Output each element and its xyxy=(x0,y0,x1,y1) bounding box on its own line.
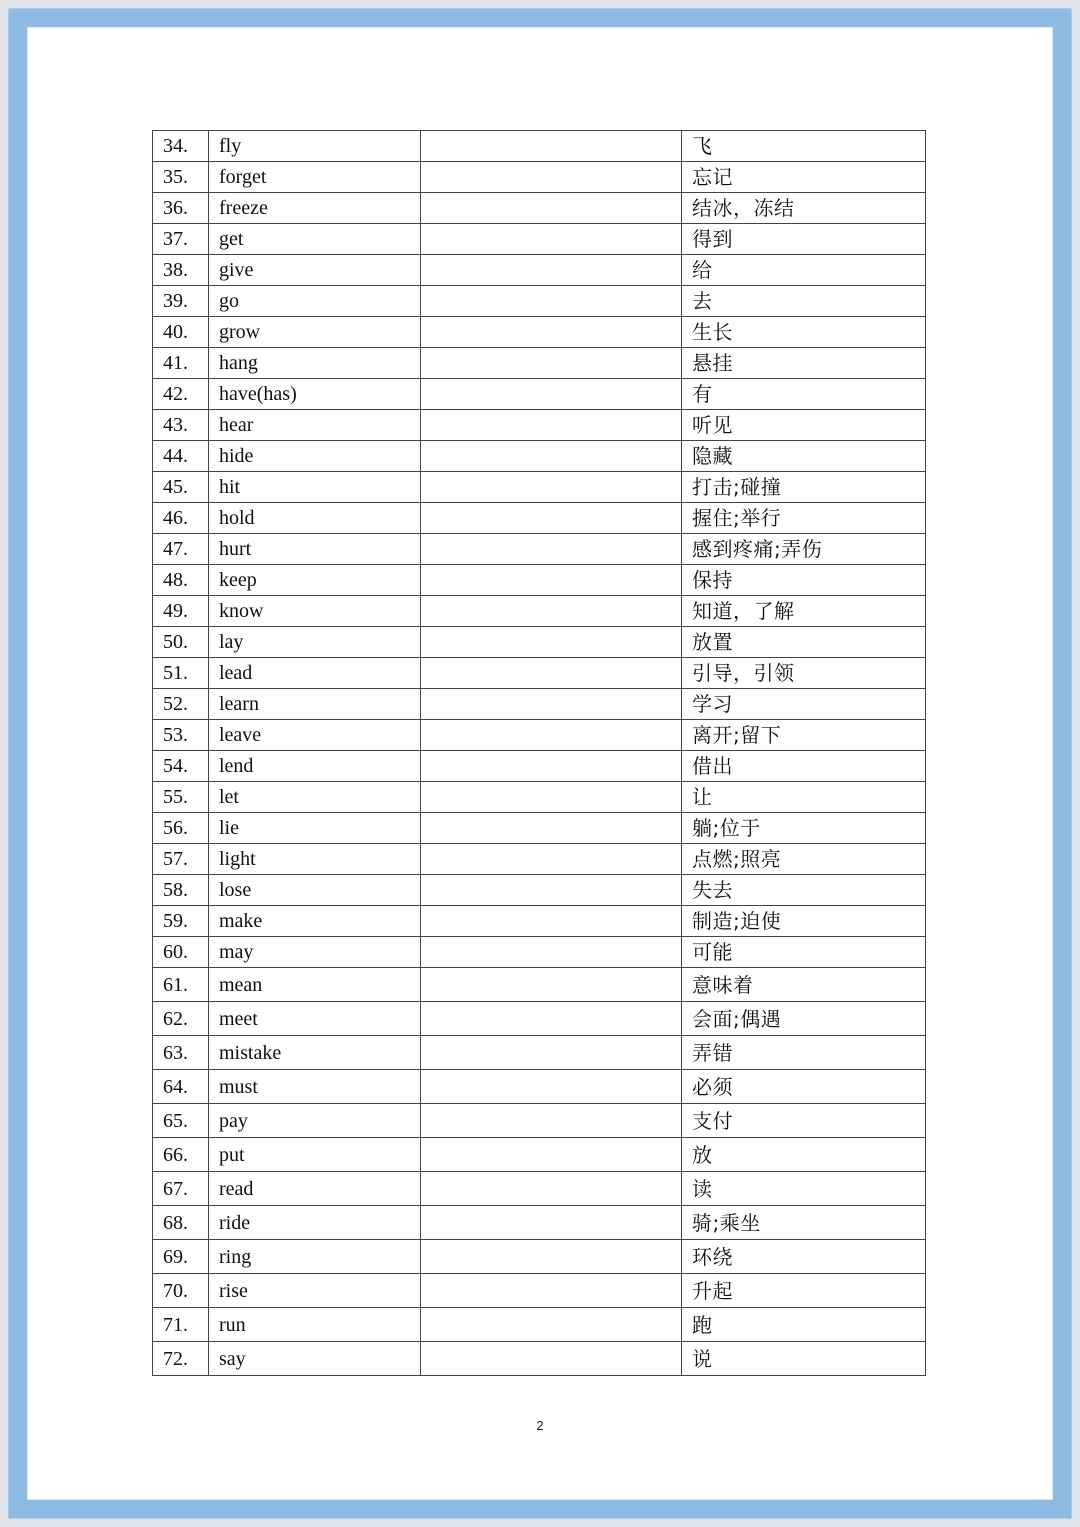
blank-cell xyxy=(421,751,682,782)
table-row xyxy=(153,1104,926,1138)
blank-cell xyxy=(421,1342,682,1376)
table-row xyxy=(153,441,926,472)
english-word: hang xyxy=(209,348,421,379)
row-number: 46. xyxy=(153,503,209,534)
english-word: rise xyxy=(209,1274,421,1308)
english-word: learn xyxy=(209,689,421,720)
english-word: grow xyxy=(209,317,421,348)
vocabulary-table-body xyxy=(153,131,926,1376)
chinese-meaning: 结冰，冻结 xyxy=(682,193,926,224)
table-row xyxy=(153,1138,926,1172)
english-word: ring xyxy=(209,1240,421,1274)
table-row xyxy=(153,813,926,844)
table-row xyxy=(153,751,926,782)
table-row xyxy=(153,162,926,193)
row-number: 72. xyxy=(153,1342,209,1376)
table-row xyxy=(153,348,926,379)
english-word: lie xyxy=(209,813,421,844)
chinese-meaning: 点燃;照亮 xyxy=(682,844,926,875)
table-row xyxy=(153,906,926,937)
english-word: let xyxy=(209,782,421,813)
table-row xyxy=(153,565,926,596)
row-number: 38. xyxy=(153,255,209,286)
table-row xyxy=(153,658,926,689)
table-row xyxy=(153,968,926,1002)
row-number: 63. xyxy=(153,1036,209,1070)
chinese-meaning: 学习 xyxy=(682,689,926,720)
row-number: 36. xyxy=(153,193,209,224)
blank-cell xyxy=(421,968,682,1002)
blank-cell xyxy=(421,1138,682,1172)
chinese-meaning: 意味着 xyxy=(682,968,926,1002)
blank-cell xyxy=(421,348,682,379)
blank-cell xyxy=(421,1172,682,1206)
row-number: 67. xyxy=(153,1172,209,1206)
chinese-meaning: 环绕 xyxy=(682,1240,926,1274)
chinese-meaning: 感到疼痛;弄伤 xyxy=(682,534,926,565)
table-row xyxy=(153,720,926,751)
blank-cell xyxy=(421,627,682,658)
blank-cell xyxy=(421,844,682,875)
blank-cell xyxy=(421,1070,682,1104)
english-word: pay xyxy=(209,1104,421,1138)
chinese-meaning: 跑 xyxy=(682,1308,926,1342)
row-number: 47. xyxy=(153,534,209,565)
table-row xyxy=(153,224,926,255)
english-word: put xyxy=(209,1138,421,1172)
chinese-meaning: 会面;偶遇 xyxy=(682,1002,926,1036)
row-number: 69. xyxy=(153,1240,209,1274)
blank-cell xyxy=(421,937,682,968)
row-number: 43. xyxy=(153,410,209,441)
blank-cell xyxy=(421,162,682,193)
english-word: make xyxy=(209,906,421,937)
table-row xyxy=(153,131,926,162)
blank-cell xyxy=(421,720,682,751)
english-word: keep xyxy=(209,565,421,596)
chinese-meaning: 可能 xyxy=(682,937,926,968)
table-row xyxy=(153,379,926,410)
chinese-meaning: 支付 xyxy=(682,1104,926,1138)
table-row xyxy=(153,534,926,565)
chinese-meaning: 骑;乘坐 xyxy=(682,1206,926,1240)
chinese-meaning: 说 xyxy=(682,1342,926,1376)
table-row xyxy=(153,255,926,286)
row-number: 57. xyxy=(153,844,209,875)
table-row xyxy=(153,844,926,875)
chinese-meaning: 飞 xyxy=(682,131,926,162)
table-row xyxy=(153,782,926,813)
table-row xyxy=(153,317,926,348)
english-word: mean xyxy=(209,968,421,1002)
row-number: 41. xyxy=(153,348,209,379)
chinese-meaning: 让 xyxy=(682,782,926,813)
row-number: 56. xyxy=(153,813,209,844)
chinese-meaning: 生长 xyxy=(682,317,926,348)
table-row xyxy=(153,1172,926,1206)
table-row xyxy=(153,1002,926,1036)
table-row xyxy=(153,472,926,503)
blank-cell xyxy=(421,255,682,286)
row-number: 42. xyxy=(153,379,209,410)
blank-cell xyxy=(421,1308,682,1342)
chinese-meaning: 弄错 xyxy=(682,1036,926,1070)
english-word: have(has) xyxy=(209,379,421,410)
blank-cell xyxy=(421,131,682,162)
blank-cell xyxy=(421,596,682,627)
chinese-meaning: 悬挂 xyxy=(682,348,926,379)
english-word: lay xyxy=(209,627,421,658)
blank-cell xyxy=(421,534,682,565)
chinese-meaning: 制造;迫使 xyxy=(682,906,926,937)
table-row xyxy=(153,410,926,441)
row-number: 58. xyxy=(153,875,209,906)
table-row xyxy=(153,1308,926,1342)
english-word: leave xyxy=(209,720,421,751)
english-word: ride xyxy=(209,1206,421,1240)
row-number: 52. xyxy=(153,689,209,720)
chinese-meaning: 躺;位于 xyxy=(682,813,926,844)
table-row xyxy=(153,937,926,968)
table-row xyxy=(153,1070,926,1104)
blank-cell xyxy=(421,658,682,689)
chinese-meaning: 忘记 xyxy=(682,162,926,193)
page-number: 2 xyxy=(536,1418,544,1433)
english-word: lend xyxy=(209,751,421,782)
table-row xyxy=(153,503,926,534)
table-row xyxy=(153,1240,926,1274)
english-word: meet xyxy=(209,1002,421,1036)
blank-cell xyxy=(421,1036,682,1070)
english-word: freeze xyxy=(209,193,421,224)
row-number: 68. xyxy=(153,1206,209,1240)
row-number: 70. xyxy=(153,1274,209,1308)
english-word: hurt xyxy=(209,534,421,565)
english-word: lose xyxy=(209,875,421,906)
blank-cell xyxy=(421,782,682,813)
row-number: 45. xyxy=(153,472,209,503)
blank-cell xyxy=(421,906,682,937)
row-number: 60. xyxy=(153,937,209,968)
blank-cell xyxy=(421,286,682,317)
chinese-meaning: 升起 xyxy=(682,1274,926,1308)
english-word: hit xyxy=(209,472,421,503)
english-word: run xyxy=(209,1308,421,1342)
blank-cell xyxy=(421,1002,682,1036)
vocabulary-table xyxy=(152,130,926,1376)
row-number: 49. xyxy=(153,596,209,627)
chinese-meaning: 离开;留下 xyxy=(682,720,926,751)
blank-cell xyxy=(421,193,682,224)
english-word: fly xyxy=(209,131,421,162)
chinese-meaning: 必须 xyxy=(682,1070,926,1104)
english-word: go xyxy=(209,286,421,317)
chinese-meaning: 握住;举行 xyxy=(682,503,926,534)
blank-cell xyxy=(421,410,682,441)
chinese-meaning: 失去 xyxy=(682,875,926,906)
blank-cell xyxy=(421,379,682,410)
chinese-meaning: 去 xyxy=(682,286,926,317)
blank-cell xyxy=(421,1206,682,1240)
blank-cell xyxy=(421,565,682,596)
chinese-meaning: 知道，了解 xyxy=(682,596,926,627)
english-word: get xyxy=(209,224,421,255)
english-word: forget xyxy=(209,162,421,193)
chinese-meaning: 保持 xyxy=(682,565,926,596)
english-word: hold xyxy=(209,503,421,534)
chinese-meaning: 得到 xyxy=(682,224,926,255)
table-row xyxy=(153,1274,926,1308)
blank-cell xyxy=(421,813,682,844)
row-number: 71. xyxy=(153,1308,209,1342)
chinese-meaning: 打击;碰撞 xyxy=(682,472,926,503)
blank-cell xyxy=(421,1240,682,1274)
blank-cell xyxy=(421,1274,682,1308)
row-number: 65. xyxy=(153,1104,209,1138)
english-word: must xyxy=(209,1070,421,1104)
row-number: 54. xyxy=(153,751,209,782)
row-number: 51. xyxy=(153,658,209,689)
row-number: 61. xyxy=(153,968,209,1002)
chinese-meaning: 放置 xyxy=(682,627,926,658)
row-number: 37. xyxy=(153,224,209,255)
english-word: light xyxy=(209,844,421,875)
blank-cell xyxy=(421,875,682,906)
english-word: know xyxy=(209,596,421,627)
english-word: say xyxy=(209,1342,421,1376)
table-row xyxy=(153,689,926,720)
chinese-meaning: 给 xyxy=(682,255,926,286)
english-word: mistake xyxy=(209,1036,421,1070)
english-word: hear xyxy=(209,410,421,441)
chinese-meaning: 借出 xyxy=(682,751,926,782)
chinese-meaning: 放 xyxy=(682,1138,926,1172)
table-row xyxy=(153,1342,926,1376)
blank-cell xyxy=(421,689,682,720)
row-number: 48. xyxy=(153,565,209,596)
chinese-meaning: 隐藏 xyxy=(682,441,926,472)
english-word: hide xyxy=(209,441,421,472)
table-row xyxy=(153,193,926,224)
chinese-meaning: 听见 xyxy=(682,410,926,441)
row-number: 39. xyxy=(153,286,209,317)
table-row xyxy=(153,875,926,906)
blank-cell xyxy=(421,317,682,348)
english-word: read xyxy=(209,1172,421,1206)
english-word: give xyxy=(209,255,421,286)
row-number: 34. xyxy=(153,131,209,162)
chinese-meaning: 引导，引领 xyxy=(682,658,926,689)
row-number: 50. xyxy=(153,627,209,658)
blank-cell xyxy=(421,503,682,534)
blank-cell xyxy=(421,224,682,255)
blank-cell xyxy=(421,472,682,503)
row-number: 62. xyxy=(153,1002,209,1036)
english-word: may xyxy=(209,937,421,968)
table-row xyxy=(153,627,926,658)
table-row xyxy=(153,286,926,317)
chinese-meaning: 读 xyxy=(682,1172,926,1206)
row-number: 66. xyxy=(153,1138,209,1172)
row-number: 44. xyxy=(153,441,209,472)
blank-cell xyxy=(421,441,682,472)
row-number: 35. xyxy=(153,162,209,193)
english-word: lead xyxy=(209,658,421,689)
row-number: 40. xyxy=(153,317,209,348)
table-row xyxy=(153,596,926,627)
row-number: 64. xyxy=(153,1070,209,1104)
row-number: 59. xyxy=(153,906,209,937)
row-number: 53. xyxy=(153,720,209,751)
blank-cell xyxy=(421,1104,682,1138)
table-row xyxy=(153,1206,926,1240)
table-row xyxy=(153,1036,926,1070)
row-number: 55. xyxy=(153,782,209,813)
chinese-meaning: 有 xyxy=(682,379,926,410)
